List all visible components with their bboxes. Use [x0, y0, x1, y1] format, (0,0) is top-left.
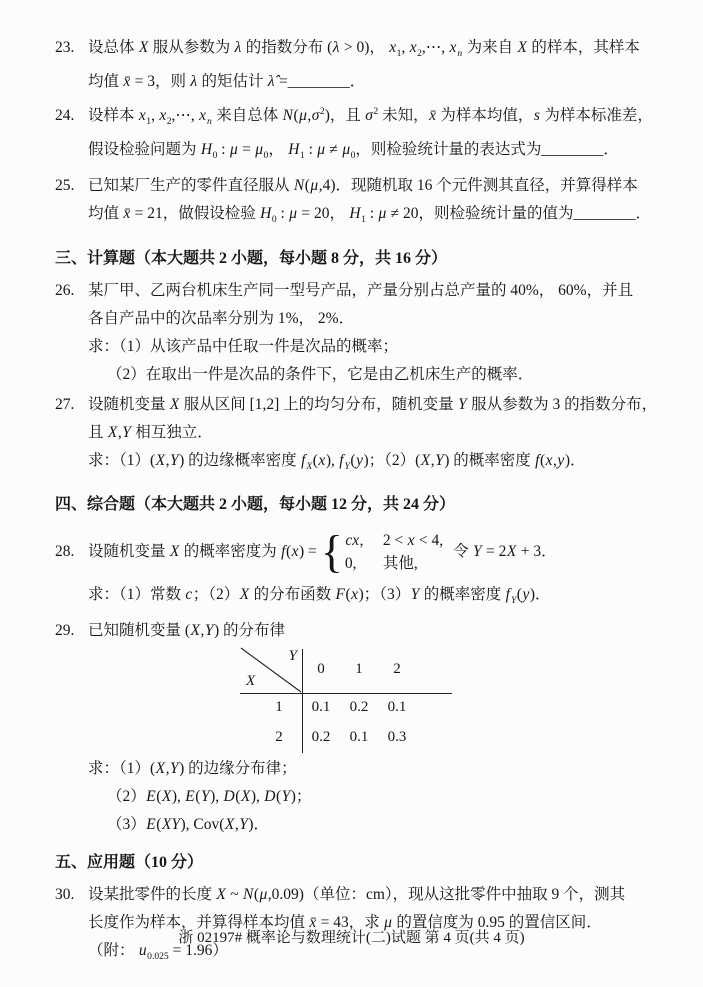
question-line: 均值 x̄ = 21，做假设检验 $H_0$ : μ = 20， $H_1$ : μ ≠ 20，则检验统计量的值为________．: [88, 205, 651, 226]
table-row: [240, 693, 452, 723]
question-23: [55, 34, 665, 96]
question-number: 27.: [55, 395, 75, 413]
question-number: 24.: [55, 107, 75, 125]
table-cell: 0.1: [349, 729, 369, 746]
table-vertical-line: [302, 649, 303, 753]
table-col-header: 1: [355, 661, 363, 678]
table-cell: 0.1: [387, 699, 407, 716]
question-26: [55, 277, 665, 389]
question-text: 设随机变量 X 服从区间 [1,2] 上的均匀分布，随机变量 Y 服从参数为 3 的指数分布，: [88, 395, 658, 413]
question-line: 均值 x̄ = 3，则 λ 的矩估计 λ̂ =________．: [88, 73, 366, 91]
question-line: [55, 277, 665, 305]
section-heading-4: 四、综合题（本大题共 2 小题，每小题 12 分，共 24 分）: [55, 495, 456, 513]
corner-label-y: Y: [288, 647, 297, 664]
question-27: [55, 391, 665, 481]
question-line: 长度作为样本，并算得样本均值 x̄ = 43，求 μ 的置信度为 0.95 的置信区间．: [88, 913, 602, 931]
piecewise-cases: [345, 529, 443, 575]
question-line: [55, 34, 665, 68]
case-value: 0,: [344, 554, 357, 572]
question-line: [55, 617, 665, 645]
question-line: （2）E(X), E(Y), D(X), D(Y)；: [107, 787, 312, 805]
case-row: [345, 529, 443, 552]
question-line: [55, 172, 665, 200]
table-cell: 0.1: [311, 699, 331, 716]
table-row-header: 1: [275, 699, 283, 716]
question-number: 28.: [55, 542, 75, 560]
case-condition: 其他,: [382, 554, 418, 572]
question-number: 25.: [55, 177, 75, 195]
question-text: 令 Y = 2X + 3．: [453, 542, 557, 560]
question-number: 26.: [55, 281, 75, 299]
question-24: [55, 98, 665, 170]
table-cell: 0.2: [349, 699, 369, 716]
question-text: 设某批零件的长度 X ~ N(μ,0.09)（单位：cm），现从这批零件中抽取 9 个，测其: [88, 885, 626, 903]
table-cell: 0.3: [387, 729, 407, 746]
section-heading-5: 五、应用题（10 分）: [55, 853, 204, 871]
question-line: 各自产品中的次品率分别为 1%， 2%．: [88, 309, 355, 327]
question-line: （附： $u_{0.025} = 1.96$）: [88, 941, 228, 962]
table-header-row: [240, 647, 452, 693]
question-line: 假设检验问题为 $H_0$ : $\mu = \mu_0$， $H_1$ : $\mu \ne \mu_0$，则检验统计量的表达式为________．: [88, 141, 619, 162]
distribution-table: [240, 647, 452, 753]
section-heading-3: 三、计算题（本大题共 2 小题，每小题 8 分，共 16 分）: [55, 249, 448, 267]
question-line: [55, 98, 665, 136]
question-text: 已知随机变量 (X,Y) 的分布律: [88, 621, 286, 639]
table-corner-cell: [240, 647, 302, 693]
case-value: cx,: [345, 531, 364, 549]
question-number: 23.: [55, 39, 75, 56]
question-line: [55, 523, 665, 581]
question-28: [55, 523, 665, 615]
question-25: [55, 172, 665, 234]
question-text: 已知某厂生产的零件直径服从 N(μ,4)．现随机取 16 个元件测其直径，并算得样本: [88, 177, 638, 195]
case-row: [345, 552, 443, 575]
case-condition: 2 < x < 4,: [382, 531, 444, 549]
question-line: 求：（1）(X,Y) 的边缘概率密度 $f_X(x)$, $f_Y(y)$；（2）(X,Y) 的概率密度 f(x,y)．: [88, 451, 586, 472]
question-text: 某厂甲、乙两台机床生产同一型号产品，产量分别占总产量的 40%， 60%，并且: [88, 281, 634, 299]
question-number: 29.: [55, 621, 75, 639]
table-col-header: 2: [393, 661, 401, 678]
table-row: [240, 723, 452, 753]
question-number: 30.: [55, 885, 75, 903]
question-line: 求：（1）从该产品中任取一件是次品的概率；: [88, 337, 399, 355]
question-text: 设样本 $x_1$, $x_2,\cdots$, $x_n$ 来自总体 $N(\mu,\sigma^2)$，且 $\sigma^2$ 未知，x̄ 为样本均值，s 为样本标准差，: [88, 106, 653, 128]
left-brace: {: [320, 525, 343, 577]
question-line: 且 X,Y 相互独立．: [88, 423, 213, 441]
table-row-header: 2: [275, 729, 283, 746]
question-line: 求：（1）常数 c；（2）X 的分布函数 F(x)；（3）Y 的概率密度 $f_Y(y)$．: [88, 585, 551, 606]
question-text: 设总体 X 服从参数为 λ 的指数分布 (λ > 0)， $x_1$, $x_2,\cdots$, $x_n$ 为来自 X 的样本，其样本: [88, 39, 640, 60]
question-text: 设随机变量 X 的概率密度为 f(x) =: [88, 542, 317, 560]
table-horizontal-line: [240, 693, 452, 694]
corner-label-x: X: [246, 672, 256, 689]
question-line: 求：（1）(X,Y) 的边缘分布律；: [88, 759, 297, 777]
table-col-header: 0: [317, 661, 325, 678]
question-line: [55, 391, 665, 419]
question-line: （2）在取出一件是次品的条件下，它是由乙机床生产的概率．: [107, 365, 534, 383]
table-cell: 0.2: [311, 729, 331, 746]
question-29: [55, 617, 665, 839]
question-line: [55, 881, 665, 909]
page-footer: 浙 02197# 概率论与数理统计(二)试题 第 4 页(共 4 页): [178, 930, 525, 946]
question-line: （3）E(XY), Cov(X,Y)．: [107, 815, 270, 833]
